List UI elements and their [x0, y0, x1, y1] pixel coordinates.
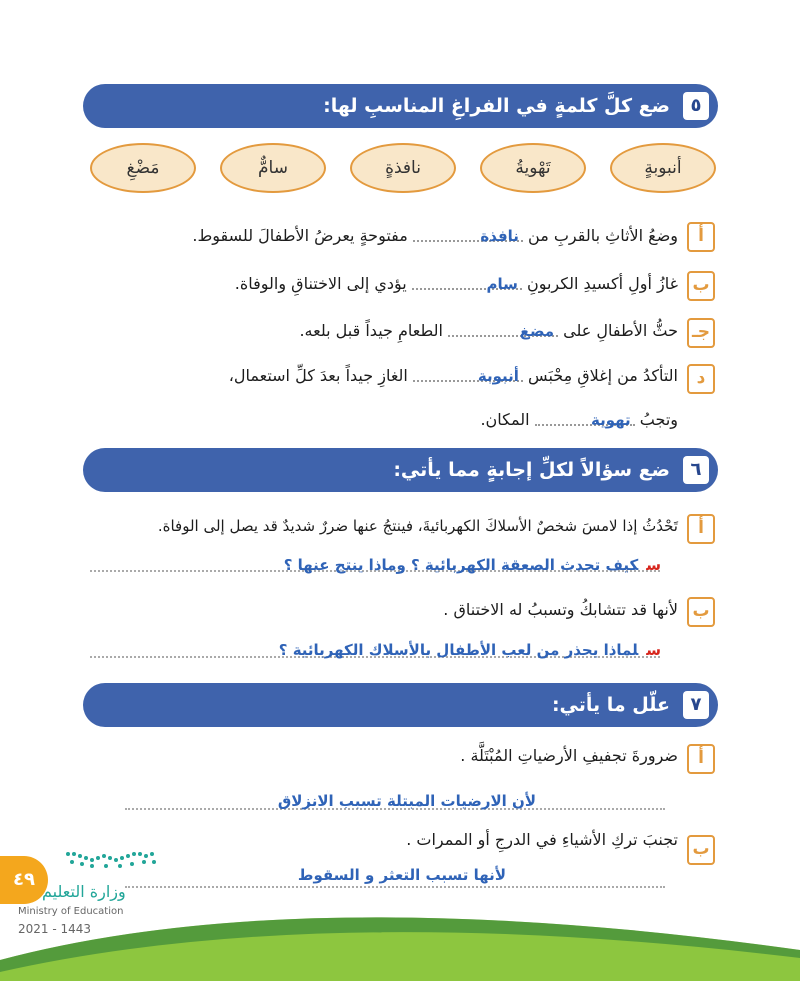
- question-prefix: س: [646, 641, 661, 659]
- item-marker: أ: [687, 744, 715, 774]
- section-title: ضع كلَّ كلمةٍ في الفراغِ المناسبِ لها:: [323, 95, 670, 117]
- item-marker: أ: [687, 514, 715, 544]
- word-choice: أنبوبةٍ: [610, 143, 716, 193]
- page-number-badge: [0, 856, 48, 904]
- answer-text: كيف تحدث الصعقة الكهربائية ؟ وماذا ينتج عنها ؟: [283, 556, 639, 574]
- item-marker: أ: [687, 222, 715, 252]
- ministry-name-ar: وزارة التعليم: [42, 882, 126, 901]
- sentence-end: مفتوحةٍ يعرضُ الأطفالَ للسقوط.: [192, 226, 408, 245]
- answer-text: لأنها تسبب التعثر و السقوط: [297, 866, 506, 884]
- item-marker: ب: [687, 597, 715, 627]
- sentence-start: التأكدُ من إغلاقِ مِحْبَس: [528, 366, 678, 385]
- item-marker: ب: [687, 271, 715, 301]
- sentence-end: الغازِ جيداً بعدَ كلِّ استعمال،: [228, 366, 408, 385]
- word-choice: تَهْويةُ: [480, 143, 586, 193]
- word-choice: نافذةٍ: [350, 143, 456, 193]
- answer-text: تهوية: [591, 411, 631, 429]
- sentence-start: حثُّ الأطفالِ على: [563, 321, 678, 340]
- answer-text: لأن الارضيات المبتلة تسبب الانزلاق: [277, 792, 536, 810]
- sentence-start: وضعُ الأثاثِ بالقربِ من: [528, 226, 678, 245]
- sentence-end: الطعامِ جيداً قبل بلعه.: [299, 321, 443, 340]
- answer-text: مضغ: [519, 322, 555, 340]
- section-number: ٥: [683, 92, 709, 120]
- sentence-start: وتجبُ: [639, 410, 678, 429]
- section-title: علّل ما يأتي:: [551, 694, 670, 716]
- item-marker: جـ: [687, 318, 715, 348]
- ministry-logo-icon: [62, 846, 162, 874]
- sentence-start: غازُ أولِ أكسيدِ الكربونِ: [526, 274, 678, 293]
- answer-text: لماذا يحذر من لعب الأطفال بالأسلاك الكهربائية ؟: [278, 641, 639, 659]
- section-number: ٧: [683, 691, 709, 719]
- answer-statement: لأنها قد تتشابكُ وتسببُ له الاختناق .: [443, 600, 678, 619]
- answer-statement: تَحْدُثُ إذا لامسَ شخصٌ الأسلاكَ الكهربائيةَ، فينتجُ عنها ضررٌ شديدٌ قد يصل إلى الوفاة.: [157, 517, 678, 535]
- item-marker: ب: [687, 835, 715, 865]
- word-choice: مَضْغِ: [90, 143, 196, 193]
- word-choice: سامٌّ: [220, 143, 326, 193]
- statement: ضرورةَ تجفيفِ الأرضياتِ المُبْتَلَّة .: [460, 746, 678, 765]
- page-number: ٤٩: [13, 869, 35, 890]
- section-title: ضع سؤالاً لكلِّ إجابةٍ مما يأتي:: [393, 459, 670, 481]
- item-marker: د: [687, 364, 715, 394]
- statement: تجنبَ تركِ الأشياءِ في الدرجِ أو الممرات .: [406, 830, 678, 849]
- question-prefix: س: [646, 556, 661, 574]
- edition-year: 2021 - 1443: [18, 922, 92, 936]
- sentence-end: المكان.: [480, 410, 530, 429]
- ministry-name-en: Ministry of Education: [18, 906, 124, 917]
- answer-text: أنبوبة: [477, 367, 519, 385]
- answer-text: نافذة: [480, 227, 519, 245]
- answer-text: سام: [486, 275, 518, 293]
- section-number: ٦: [683, 456, 709, 484]
- sentence-end: يؤدي إلى الاختناقِ والوفاة.: [234, 274, 407, 293]
